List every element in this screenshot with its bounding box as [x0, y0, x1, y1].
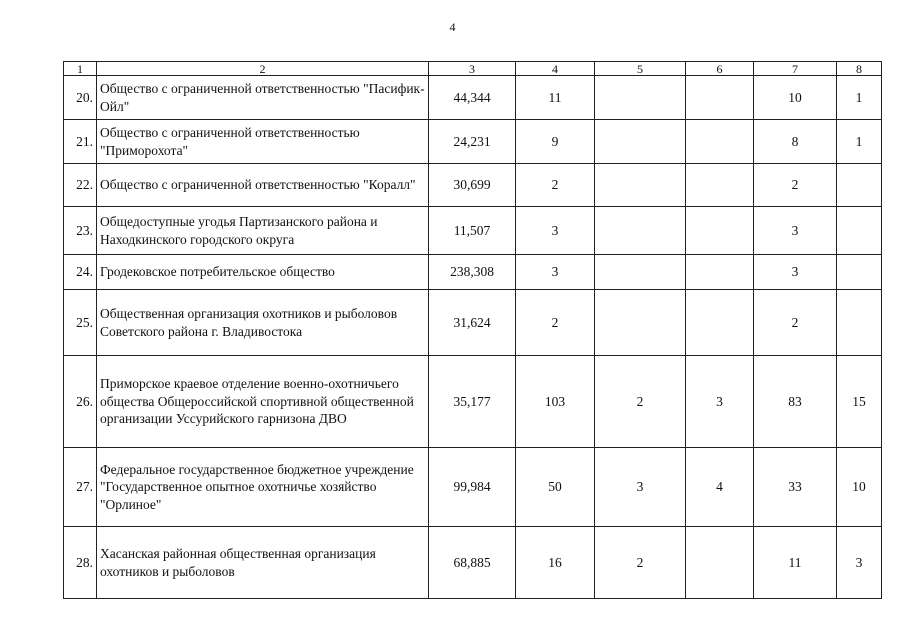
table-row [64, 164, 882, 207]
cell-col3: 35,177 [429, 356, 516, 448]
row-number: 20. [64, 76, 97, 120]
cell-col7: 2 [754, 164, 837, 207]
cell-col4: 103 [516, 356, 595, 448]
organization-name: Хасанская районная общественная организация охотников и рыболовов [97, 527, 429, 599]
cell-col3: 44,344 [429, 76, 516, 120]
cell-col5 [595, 255, 686, 290]
row-number: 28. [64, 527, 97, 599]
cell-col3: 68,885 [429, 527, 516, 599]
cell-col5: 2 [595, 356, 686, 448]
organization-name: Федеральное государственное бюджетное учреждение "Государственное опытное охотничье хозяйство "Орлиное" [97, 448, 429, 527]
cell-col8: 15 [837, 356, 882, 448]
table-row [64, 356, 882, 448]
cell-col4: 2 [516, 164, 595, 207]
table-row [64, 527, 882, 599]
row-number: 21. [64, 120, 97, 164]
organization-name: Общедоступные угодья Партизанского района и Находкинского городского округа [97, 207, 429, 255]
cell-col6 [686, 527, 754, 599]
table-row [64, 290, 882, 356]
column-header: 3 [429, 62, 516, 76]
cell-col6 [686, 164, 754, 207]
cell-col7: 83 [754, 356, 837, 448]
organization-name: Общественная организация охотников и рыболовов Советского района г. Владивостока [97, 290, 429, 356]
cell-col8: 1 [837, 120, 882, 164]
cell-col4: 9 [516, 120, 595, 164]
cell-col3: 238,308 [429, 255, 516, 290]
cell-col7: 11 [754, 527, 837, 599]
cell-col8: 3 [837, 527, 882, 599]
cell-col8 [837, 290, 882, 356]
cell-col5 [595, 76, 686, 120]
cell-col6: 3 [686, 356, 754, 448]
cell-col6 [686, 120, 754, 164]
cell-col3: 11,507 [429, 207, 516, 255]
table-row [64, 207, 882, 255]
cell-col4: 11 [516, 76, 595, 120]
column-number-row [64, 62, 882, 76]
cell-col4: 50 [516, 448, 595, 527]
page-number: 4 [449, 20, 456, 34]
row-number: 24. [64, 255, 97, 290]
column-header: 8 [837, 62, 882, 76]
cell-col4: 2 [516, 290, 595, 356]
cell-col3: 24,231 [429, 120, 516, 164]
row-number: 26. [64, 356, 97, 448]
column-header: 5 [595, 62, 686, 76]
organization-name: Приморское краевое отделение военно-охотничьего общества Общероссийской спортивной общественной организации Уссурийского гарнизона ДВО [97, 356, 429, 448]
cell-col8: 1 [837, 76, 882, 120]
hunting-grounds-table [63, 61, 882, 599]
cell-col6 [686, 290, 754, 356]
cell-col5 [595, 207, 686, 255]
cell-col5: 2 [595, 527, 686, 599]
row-number: 25. [64, 290, 97, 356]
column-header: 4 [516, 62, 595, 76]
row-number: 27. [64, 448, 97, 527]
column-header: 7 [754, 62, 837, 76]
cell-col8 [837, 207, 882, 255]
row-number: 22. [64, 164, 97, 207]
cell-col6 [686, 76, 754, 120]
table-row [64, 448, 882, 527]
cell-col5 [595, 290, 686, 356]
organization-name: Общество с ограниченной ответственностью "Приморохота" [97, 120, 429, 164]
cell-col6 [686, 207, 754, 255]
cell-col4: 16 [516, 527, 595, 599]
cell-col7: 33 [754, 448, 837, 527]
cell-col7: 2 [754, 290, 837, 356]
cell-col8 [837, 164, 882, 207]
cell-col4: 3 [516, 255, 595, 290]
table-row [64, 255, 882, 290]
organization-name: Общество с ограниченной ответственностью "Коралл" [97, 164, 429, 207]
cell-col3: 31,624 [429, 290, 516, 356]
column-header: 6 [686, 62, 754, 76]
cell-col5: 3 [595, 448, 686, 527]
organization-name: Общество с ограниченной ответственностью "Пасифик-Ойл" [97, 76, 429, 120]
column-header: 2 [97, 62, 429, 76]
row-number: 23. [64, 207, 97, 255]
cell-col5 [595, 120, 686, 164]
table-row [64, 76, 882, 120]
cell-col7: 8 [754, 120, 837, 164]
cell-col7: 3 [754, 207, 837, 255]
column-header: 1 [64, 62, 97, 76]
cell-col3: 30,699 [429, 164, 516, 207]
cell-col6: 4 [686, 448, 754, 527]
cell-col7: 10 [754, 76, 837, 120]
cell-col5 [595, 164, 686, 207]
cell-col8: 10 [837, 448, 882, 527]
cell-col4: 3 [516, 207, 595, 255]
cell-col3: 99,984 [429, 448, 516, 527]
organization-name: Гродековское потребительское общество [97, 255, 429, 290]
cell-col8 [837, 255, 882, 290]
cell-col7: 3 [754, 255, 837, 290]
cell-col6 [686, 255, 754, 290]
table-row [64, 120, 882, 164]
